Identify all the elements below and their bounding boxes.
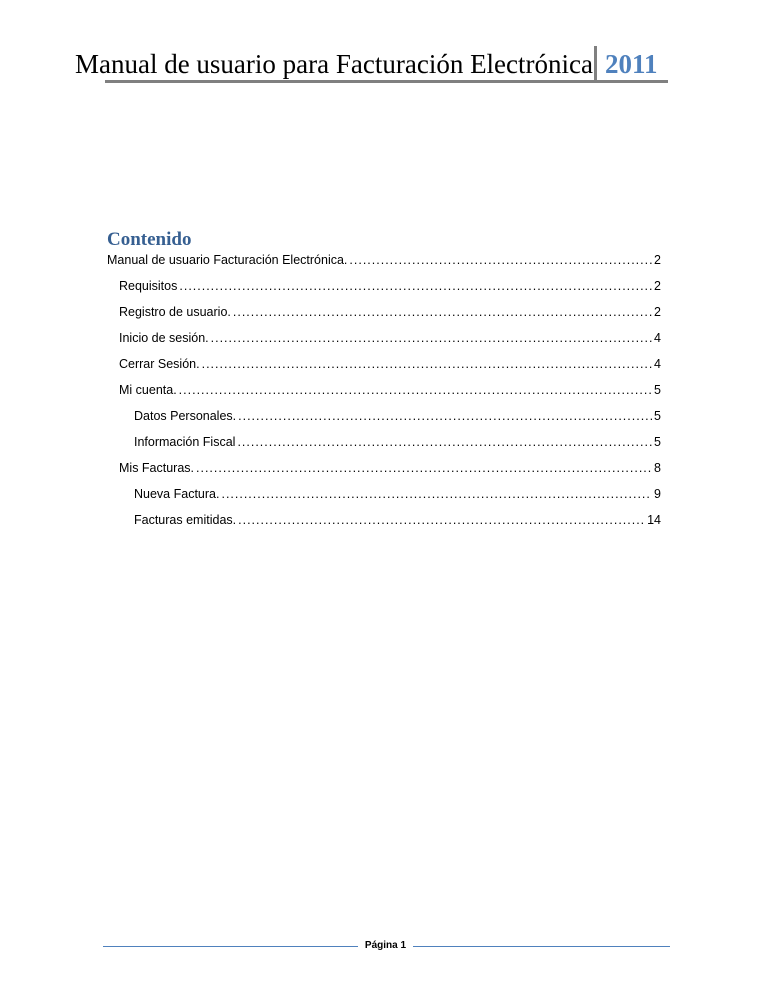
toc-entry-requisitos[interactable] (119, 277, 661, 295)
toc-leader-dots (349, 251, 652, 269)
toc-entry-page: 4 (654, 331, 661, 345)
toc-leader-dots (179, 381, 652, 399)
toc-entry-label: Información Fiscal (134, 435, 236, 449)
toc-entry-label: Registro de usuario. (119, 305, 231, 319)
page-header (74, 44, 668, 84)
toc-entry-cerrar-sesion[interactable] (119, 355, 661, 373)
toc-entry-page: 2 (654, 279, 661, 293)
toc-entry-label: Mis Facturas. (119, 461, 195, 475)
header-separator (594, 46, 597, 80)
toc-entry-facturas-emitidas[interactable] (134, 511, 661, 529)
toc-entry-page: 2 (654, 253, 661, 267)
toc-entry-label: Requisitos (119, 279, 178, 293)
toc-leader-dots (211, 329, 652, 347)
toc-leader-dots (237, 433, 652, 451)
toc-leader-dots (179, 277, 652, 295)
toc-entry-label: Facturas emitidas. (134, 513, 237, 527)
toc-entry-page: 5 (654, 435, 661, 449)
toc-entry-label: Inicio de sesión. (119, 331, 209, 345)
toc-entry-page: 14 (647, 513, 661, 527)
toc-entry-page: 9 (654, 487, 661, 501)
toc-entry-nueva-factura[interactable] (134, 485, 661, 503)
toc-entry-mi-cuenta[interactable] (119, 381, 661, 399)
toc-entry-page: 4 (654, 357, 661, 371)
toc-entry-datos-personales[interactable] (134, 407, 661, 425)
footer-rule-left (103, 946, 358, 947)
toc-entry-mis-facturas[interactable] (119, 459, 661, 477)
toc-leader-dots (238, 407, 652, 425)
toc-entry-page: 2 (654, 305, 661, 319)
page-number: Página 1 (364, 940, 407, 951)
document-title: Manual de usuario para Facturación Electrónica (74, 49, 593, 79)
toc-entry-informacion-fiscal[interactable] (134, 433, 661, 451)
toc-leader-dots (196, 459, 652, 477)
toc-entry-label: Mi cuenta. (119, 383, 177, 397)
toc-entry-manual[interactable] (107, 251, 661, 269)
toc-entry-page: 5 (654, 383, 661, 397)
toc-entry-label: Cerrar Sesión. (119, 357, 200, 371)
toc-leader-dots (233, 303, 652, 321)
toc-entry-label: Datos Personales. (134, 409, 237, 423)
header-rule (105, 80, 668, 83)
toc-entry-inicio-sesion[interactable] (119, 329, 661, 347)
footer-rule-right (413, 946, 670, 947)
toc-leader-dots (238, 511, 645, 529)
toc-leader-dots (202, 355, 652, 373)
toc-leader-dots (221, 485, 652, 503)
toc-entry-page: 8 (654, 461, 661, 475)
page-footer (103, 938, 670, 958)
toc-heading: Contenido (107, 229, 192, 250)
toc-entry-label: Nueva Factura. (134, 487, 220, 501)
toc-entry-registro[interactable] (119, 303, 661, 321)
toc-entry-page: 5 (654, 409, 661, 423)
toc-entry-label: Manual de usuario Facturación Electrónica. (107, 253, 348, 267)
document-year: 2011 (605, 49, 658, 79)
